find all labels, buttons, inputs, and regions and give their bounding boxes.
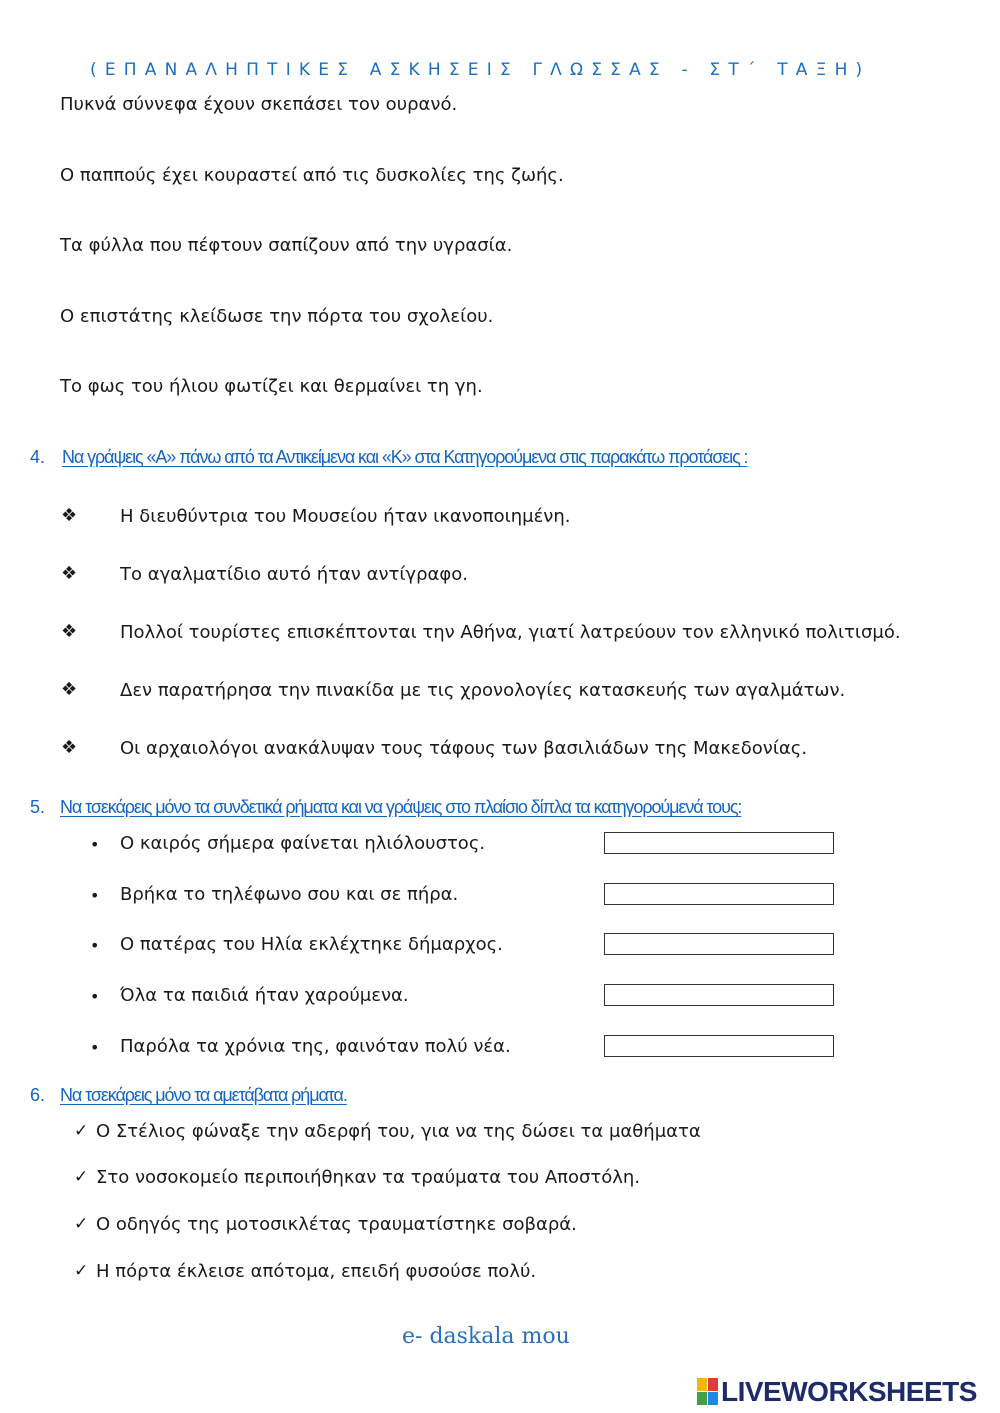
- question-5-instruction: [60, 797, 741, 818]
- liveworksheets-logo-text: LIVEWORKSHEETS: [721, 1376, 977, 1407]
- intro-sentence: Ο παππούς έχει κουραστεί από τις δυσκολίες της ζωής.: [60, 165, 564, 186]
- intro-sentence: Πυκνά σύννεφα έχουν σκεπάσει τον ουρανό.: [60, 94, 458, 115]
- page-title: (ΕΠΑΝΑΛΗΠΤΙΚΕΣ ΑΣΚΗΣΕΙΣ ΓΛΩΣΣΑΣ - ΣΤ΄ ΤΑΞΗ): [90, 60, 871, 80]
- question-4-instruction-text: Να γράψεις «Α» πάνω από τα Αντικείμενα και «Κ» στα Κατηγορούμενα στις παρακάτω προτάσεις :: [62, 447, 748, 467]
- bullet-icon: •: [90, 987, 100, 1006]
- bullet-icon: •: [90, 936, 100, 955]
- q4-sentence[interactable]: Οι αρχαιολόγοι ανακάλυψαν τους τάφους των βασιλιάδων της Μακεδονίας.: [120, 738, 808, 759]
- diamond-bullet-icon: ❖: [61, 621, 78, 642]
- checkmark-icon: ✓: [74, 1214, 89, 1234]
- question-6-number: 6.: [30, 1085, 46, 1105]
- question-4-number: 4.: [30, 447, 46, 467]
- q6-sentence[interactable]: Στο νοσοκομείο περιποιήθηκαν τα τραύματα του Αποστόλη.: [96, 1167, 641, 1188]
- q5-sentence[interactable]: Ο πατέρας του Ηλία εκλέχτηκε δήμαρχος.: [120, 934, 503, 955]
- q6-sentence[interactable]: Ο Στέλιος φώναξε την αδερφή του, για να της δώσει τα μαθήματα: [96, 1121, 701, 1142]
- diamond-bullet-icon: ❖: [61, 679, 78, 700]
- q5-answer-box[interactable]: [604, 883, 834, 905]
- question-6-instruction: [60, 1085, 347, 1106]
- q6-sentence[interactable]: Η πόρτα έκλεισε απότομα, επειδή φυσούσε πολύ.: [96, 1261, 537, 1282]
- liveworksheets-logo-icon: [697, 1378, 719, 1406]
- q5-sentence[interactable]: Παρόλα τα χρόνια της, φαινόταν πολύ νέα.: [120, 1036, 511, 1057]
- q5-sentence[interactable]: Όλα τα παιδιά ήταν χαρούμενα.: [120, 985, 409, 1006]
- bullet-icon: •: [90, 835, 100, 854]
- diamond-bullet-icon: ❖: [61, 563, 78, 584]
- q5-answer-box[interactable]: [604, 832, 834, 854]
- q5-answer-box[interactable]: [604, 984, 834, 1006]
- question-6-instruction-text: Να τσεκάρεις μόνο τα αμετάβατα ρήματα.: [60, 1085, 347, 1105]
- question-5-instruction-text: Να τσεκάρεις μόνο τα συνδετικά ρήματα και να γράψεις στο πλαίσιο δίπλα τα κατηγορούμενά τους:: [60, 797, 742, 817]
- q4-sentence[interactable]: Η διευθύντρια του Μουσείου ήταν ικανοποιημένη.: [120, 506, 571, 527]
- intro-sentence: Τα φύλλα που πέφτουν σαπίζουν από την υγρασία.: [60, 235, 513, 256]
- question-5-number: 5.: [30, 797, 46, 817]
- author-signature: e- daskala mou: [402, 1324, 570, 1349]
- q5-answer-box[interactable]: [604, 1035, 834, 1057]
- intro-sentence: Ο επιστάτης κλείδωσε την πόρτα του σχολείου.: [60, 306, 494, 327]
- intro-sentence: Το φως του ήλιου φωτίζει και θερμαίνει τη γη.: [60, 376, 483, 397]
- q4-sentence[interactable]: Δεν παρατήρησα την πινακίδα με τις χρονολογίες κατασκευής των αγαλμάτων.: [120, 680, 846, 701]
- diamond-bullet-icon: ❖: [61, 737, 78, 758]
- q5-answer-box[interactable]: [604, 933, 834, 955]
- q4-sentence[interactable]: Το αγαλματίδιο αυτό ήταν αντίγραφο.: [120, 564, 468, 585]
- q5-sentence[interactable]: Ο καιρός σήμερα φαίνεται ηλιόλουστος.: [120, 833, 486, 854]
- checkmark-icon: ✓: [74, 1261, 89, 1281]
- question-4-instruction: [62, 447, 747, 468]
- checkmark-icon: ✓: [74, 1121, 89, 1141]
- liveworksheets-logo[interactable]: [697, 1376, 977, 1408]
- bullet-icon: •: [90, 886, 100, 905]
- q5-sentence[interactable]: Βρήκα το τηλέφωνο σου και σε πήρα.: [120, 884, 459, 905]
- q4-sentence[interactable]: Πολλοί τουρίστες επισκέπτονται την Αθήνα, γιατί λατρεύουν τον ελληνικό πολιτισμό.: [120, 622, 901, 643]
- bullet-icon: •: [90, 1038, 100, 1057]
- q6-sentence[interactable]: Ο οδηγός της μοτοσικλέτας τραυματίστηκε σοβαρά.: [96, 1214, 577, 1235]
- diamond-bullet-icon: ❖: [61, 505, 78, 526]
- checkmark-icon: ✓: [74, 1167, 89, 1187]
